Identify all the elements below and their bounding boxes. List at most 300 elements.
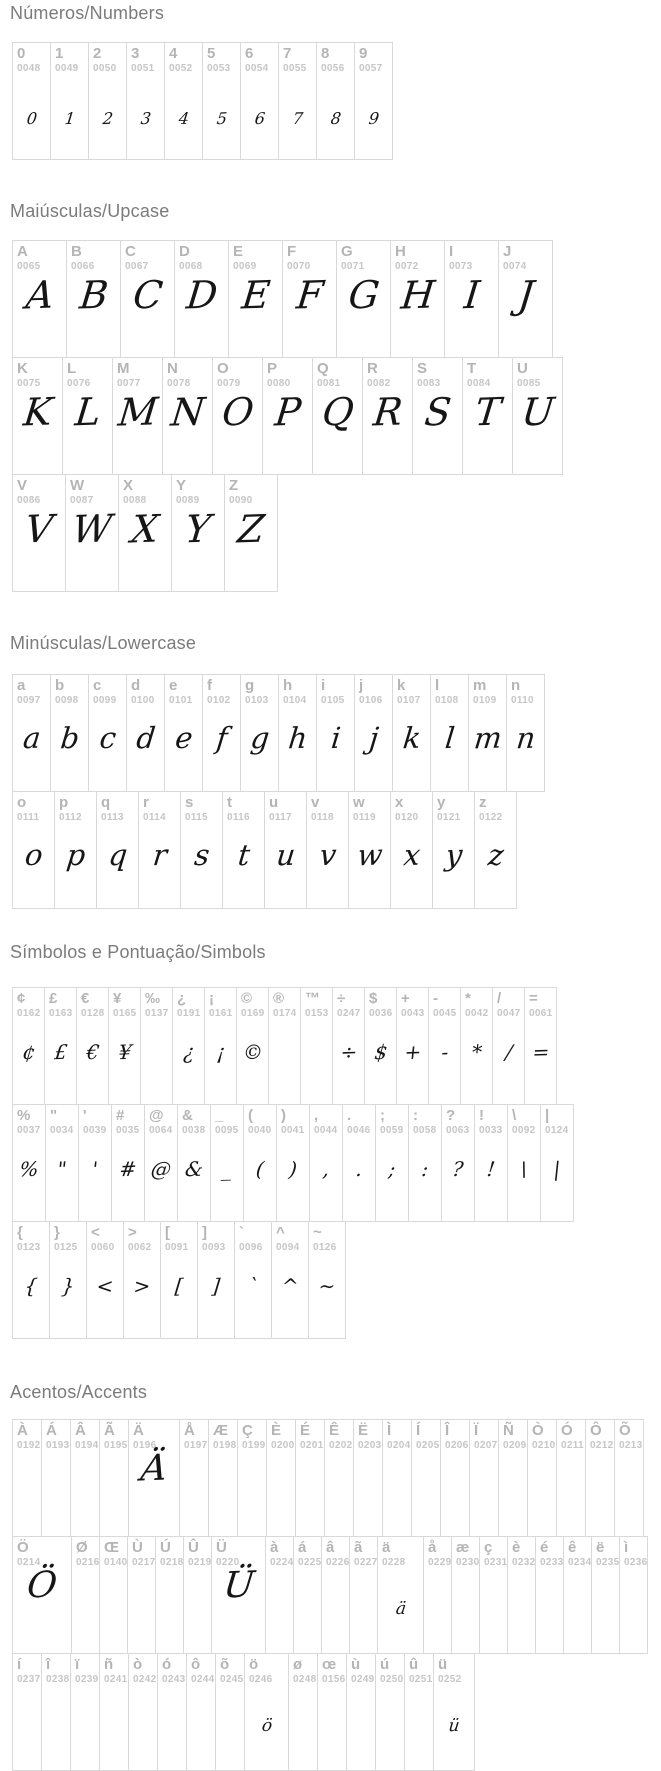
char-cell [215,1653,245,1771]
font-glyph: * [470,1039,483,1065]
reference-label [283,241,336,273]
reference-label [405,1654,433,1686]
reference-char: Ë [358,1422,369,1439]
unicode-code: 0059 [380,1125,404,1136]
char-cell [12,357,63,475]
font-glyph: ; [387,1156,397,1182]
unicode-code: 0165 [113,1008,137,1019]
reference-char: < [91,1224,100,1241]
unicode-code: 0039 [83,1125,107,1136]
reference-label [412,1420,440,1452]
reference-label [383,1420,411,1452]
reference-char: Ã [104,1422,115,1439]
reference-label [121,241,174,273]
unicode-code: 0088 [123,495,147,506]
reference-char: X [123,477,134,494]
font-glyph: 6 [253,108,266,129]
reference-char: À [17,1422,28,1439]
char-cell [619,1536,648,1654]
reference-label [322,1537,349,1569]
font-glyph: ` [246,1273,260,1299]
font-glyph: : [420,1156,430,1182]
char-cell [212,357,263,475]
unicode-code: 0104 [283,695,307,706]
reference-label [424,1537,451,1569]
unicode-code: 0125 [54,1242,78,1253]
reference-label [508,1105,540,1137]
reference-char: t [227,794,232,811]
char-cell [50,42,89,160]
reference-label [13,792,54,824]
reference-char: î [46,1656,51,1673]
reference-char: Â [75,1422,86,1439]
reference-char: 3 [131,45,140,62]
char-cell [346,1653,376,1771]
char-cell [157,1653,187,1771]
reference-char: V [17,477,28,494]
reference-label [165,43,202,75]
reference-char: E [233,243,244,260]
unicode-code: 0047 [497,1008,521,1019]
unicode-code: 0169 [241,1008,265,1019]
char-cell [228,240,283,358]
reference-char: ] [202,1224,207,1241]
unicode-code: 0055 [283,63,307,74]
reference-label [528,1420,556,1452]
reference-label [470,1420,498,1452]
reference-char: A [17,243,28,260]
font-glyph: ' [90,1156,100,1182]
unicode-code: 0091 [165,1242,189,1253]
unicode-code: 0163 [49,1008,73,1019]
char-cell [271,1221,309,1339]
reference-char: _ [215,1107,224,1124]
reference-char: Z [229,477,239,494]
unicode-code: 0079 [217,378,241,389]
char-cell [171,474,225,592]
unicode-code: 0124 [545,1125,569,1136]
unicode-code: 0162 [17,1008,41,1019]
char-grid [12,987,661,1339]
unicode-code: 0220 [216,1557,240,1568]
reference-label [180,1420,208,1452]
unicode-code: 0219 [188,1557,212,1568]
reference-char: Œ [104,1539,119,1556]
reference-char: å [428,1539,437,1556]
unicode-code: 0043 [401,1008,425,1019]
font-glyph: C [130,272,165,318]
reference-char: * [465,990,471,1007]
reference-char: á [298,1539,307,1556]
font-glyph: a [21,720,42,756]
char-cell [234,1221,272,1339]
section-uppercase [10,200,661,592]
char-cell [309,1104,343,1222]
reference-label [508,1537,535,1569]
reference-char: - [433,990,438,1007]
reference-char: Å [184,1422,195,1439]
unicode-code: 0105 [321,695,345,706]
reference-label [175,241,228,273]
reference-char: ¡ [209,990,214,1007]
char-cell [444,240,499,358]
reference-char: ö [249,1656,259,1673]
font-glyph: b [58,720,81,756]
char-cell [507,1536,536,1654]
reference-label [355,43,392,75]
char-cell [316,674,355,792]
reference-label [525,988,556,1020]
unicode-code: 0073 [449,261,473,272]
char-cell [160,1221,198,1339]
unicode-code: 0075 [17,378,41,389]
reference-char: = [529,990,538,1007]
unicode-code: 0087 [70,495,94,506]
char-cell [197,1221,235,1339]
font-glyph: ? [451,1156,465,1182]
unicode-code: 0214 [17,1557,41,1568]
unicode-code: 0206 [445,1440,469,1451]
font-glyph: @ [149,1156,173,1182]
unicode-code: 0161 [209,1008,233,1019]
font-glyph: € [84,1039,101,1065]
reference-char: O [217,360,229,377]
char-row [12,357,661,475]
reference-label [269,988,300,1020]
char-cell [99,1419,129,1537]
char-cell [423,1536,452,1654]
char-cell [390,791,433,909]
reference-char: Ó [561,1422,573,1439]
font-glyph: M [115,389,160,435]
reference-char: Ö [17,1539,29,1556]
reference-char: ê [568,1539,577,1556]
font-glyph: = [530,1039,551,1065]
reference-label [294,1537,321,1569]
reference-char: & [182,1107,193,1124]
unicode-code: 0049 [55,63,79,74]
char-cell [172,987,205,1105]
reference-label [409,1105,441,1137]
unicode-code: 0062 [128,1242,152,1253]
unicode-code: 0246 [249,1674,273,1685]
unicode-code: 0156 [322,1674,346,1685]
reference-label [13,475,65,507]
font-glyph: n [514,720,537,756]
unicode-code: 0250 [380,1674,404,1685]
reference-label [181,792,222,824]
char-cell [138,791,181,909]
unicode-code: 0068 [179,261,203,272]
unicode-code: 0119 [353,812,376,823]
char-cell [348,791,391,909]
section-accents [10,1381,661,1771]
char-cell [140,987,173,1105]
reference-char: I [449,243,454,260]
unicode-code: 0205 [416,1440,440,1451]
unicode-code: 0065 [17,261,41,272]
unicode-code: 0050 [93,63,117,74]
font-glyph: G [345,272,382,318]
unicode-code: 0123 [17,1242,41,1253]
reference-char: { [17,1224,23,1241]
reference-char: Ï [474,1422,479,1439]
unicode-code: 0200 [271,1440,295,1451]
char-cell [50,674,89,792]
font-glyph: p [64,837,87,873]
reference-char: w [353,794,365,811]
reference-char: @ [149,1107,164,1124]
reference-char: U [517,360,528,377]
char-cell [392,674,431,792]
unicode-code: 0051 [131,63,155,74]
font-glyph: Z [235,506,267,552]
char-cell [265,1536,294,1654]
reference-char: ø [293,1656,303,1673]
reference-char: ä [382,1539,391,1556]
reference-label [391,792,432,824]
unicode-code: 0115 [185,812,208,823]
char-cell [240,42,279,160]
char-cell [524,987,557,1105]
char-cell [49,1221,87,1339]
reference-label [433,792,474,824]
char-row [12,1221,661,1339]
reference-label [343,1105,375,1137]
unicode-code: 0067 [125,261,149,272]
unicode-code: 0035 [116,1125,140,1136]
unicode-code: 0111 [17,812,40,823]
unicode-code: 0237 [17,1674,41,1685]
reference-label [475,792,516,824]
font-glyph: r [150,837,169,873]
char-cell [211,1536,266,1654]
char-cell [162,357,213,475]
unicode-code: 0112 [59,812,82,823]
unicode-code: 0102 [207,695,231,706]
unicode-code: 0204 [387,1440,411,1451]
font-glyph: & [183,1156,205,1182]
unicode-code: 0070 [287,261,311,272]
reference-char: M [117,360,130,377]
reference-char: H [395,243,406,260]
reference-label [158,1654,186,1686]
unicode-code: 0103 [245,695,269,706]
unicode-code: 0249 [351,1674,375,1685]
reference-char: s [185,794,194,811]
reference-label [100,1420,128,1452]
reference-label [109,988,140,1020]
reference-char: r [143,794,149,811]
char-cell [12,1419,42,1537]
unicode-code: 0101 [169,695,193,706]
char-cell [474,791,517,909]
unicode-code: 0116 [227,812,250,823]
font-glyph: S [422,389,453,435]
font-glyph: y [443,837,464,873]
reference-label [378,1537,423,1569]
char-cell [126,42,165,160]
reference-label [267,1420,295,1452]
char-cell [144,1104,178,1222]
reference-char: L [67,360,77,377]
reference-label [541,1105,573,1137]
font-glyph: _ [220,1156,234,1182]
unicode-code: 0118 [311,812,334,823]
font-glyph: ~ [317,1273,337,1299]
unicode-code: 0048 [17,63,41,74]
char-cell [186,1653,216,1771]
reference-char: | [545,1107,550,1124]
reference-char: € [81,990,90,1007]
unicode-code: 0063 [446,1125,470,1136]
font-glyph: s [192,837,211,873]
reference-char: Ù [132,1539,143,1556]
char-cell [312,357,363,475]
char-cell [108,987,141,1105]
reference-label [127,675,164,707]
font-glyph: D [183,272,220,318]
char-cell [382,1419,412,1537]
font-glyph: z [486,837,505,873]
reference-label [89,43,126,75]
reference-label [441,1420,469,1452]
reference-char: ^ [276,1224,285,1241]
unicode-code: 0126 [313,1242,337,1253]
unicode-code: 0095 [215,1125,239,1136]
unicode-code: 0077 [117,378,141,389]
unicode-code: 0066 [71,261,95,272]
reference-label [45,988,76,1020]
font-glyph: A [23,272,56,318]
font-glyph: u [274,837,297,873]
font-glyph: v [317,837,338,873]
font-glyph: Ü [221,1564,256,1607]
font-glyph: w [355,837,384,873]
reference-label [13,43,50,75]
reference-label [241,675,278,707]
reference-label [349,792,390,824]
reference-char: n [511,677,521,694]
reference-label [165,675,202,707]
reference-char: ÷ [337,990,346,1007]
font-glyph: + [402,1039,423,1065]
reference-char: ' [83,1107,87,1124]
font-glyph: L [72,389,103,435]
reference-label [71,1654,99,1686]
font-glyph: H [398,272,437,318]
char-cell [70,1653,100,1771]
reference-char: v [311,794,320,811]
char-cell [479,1536,508,1654]
char-cell [336,240,391,358]
char-cell [76,987,109,1105]
reference-label [355,675,392,707]
font-glyph: $ [372,1039,389,1065]
unicode-code: 0033 [479,1125,503,1136]
reference-char: Q [317,360,329,377]
font-glyph: | [552,1156,562,1182]
char-cell [295,1419,325,1537]
unicode-code: 0218 [160,1557,184,1568]
unicode-code: 0117 [269,812,292,823]
font-glyph: } [60,1273,76,1299]
unicode-code: 0207 [474,1440,498,1451]
char-cell [12,42,51,160]
char-cell [469,1419,499,1537]
font-glyph: Ä [138,1447,170,1490]
char-cell [180,791,223,909]
reference-char: + [401,990,410,1007]
reference-char: Æ [213,1422,228,1439]
char-cell [45,1104,79,1222]
char-row [12,674,661,792]
unicode-code: 0227 [354,1557,378,1568]
reference-label [129,1654,157,1686]
unicode-code: 0226 [326,1557,350,1568]
unicode-code: 0074 [503,261,527,272]
unicode-code: 0228 [382,1557,406,1568]
unicode-code: 0109 [473,695,497,706]
unicode-code: 0203 [358,1440,382,1451]
char-cell [527,1419,557,1537]
unicode-code: 0210 [532,1440,556,1451]
reference-char: g [245,677,255,694]
reference-char: k [397,677,406,694]
reference-label [296,1420,324,1452]
font-glyph: W [70,506,114,552]
reference-label [225,475,277,507]
reference-char: ™ [305,990,320,1007]
reference-label [317,675,354,707]
section-title: Maiúsculas/Upcase [10,201,170,221]
unicode-code: 0110 [511,695,534,706]
char-grid [12,1419,661,1771]
unicode-code: 0199 [242,1440,266,1451]
reference-char: è [512,1539,521,1556]
reference-char: m [473,677,487,694]
unicode-code: 0084 [467,378,491,389]
font-glyph: 0 [25,108,38,129]
reference-char: ‰ [145,990,160,1007]
reference-char: Ê [329,1422,340,1439]
unicode-code: 0093 [202,1242,226,1253]
reference-char: ~ [313,1224,322,1241]
char-cell [342,1104,376,1222]
char-cell [492,987,525,1105]
reference-label [55,792,96,824]
reference-char: ( [248,1107,253,1124]
reference-label [209,1420,237,1452]
font-glyph: R [370,389,405,435]
unicode-code: 0090 [229,495,253,506]
reference-char: ? [446,1107,456,1124]
unicode-code: 0040 [248,1125,272,1136]
reference-char: [ [165,1224,170,1241]
unicode-code: 0113 [101,812,124,823]
reference-char: Í [416,1422,421,1439]
char-cell [41,1419,71,1537]
reference-char: ù [351,1656,361,1673]
unicode-code: 0096 [239,1242,263,1253]
reference-char: Ì [387,1422,392,1439]
font-glyph: o [22,837,45,873]
reference-char: G [341,243,353,260]
font-glyph: Ö [25,1564,59,1607]
font-glyph: © [241,1039,264,1065]
char-cell [317,1653,347,1771]
reference-char: ó [162,1656,172,1673]
